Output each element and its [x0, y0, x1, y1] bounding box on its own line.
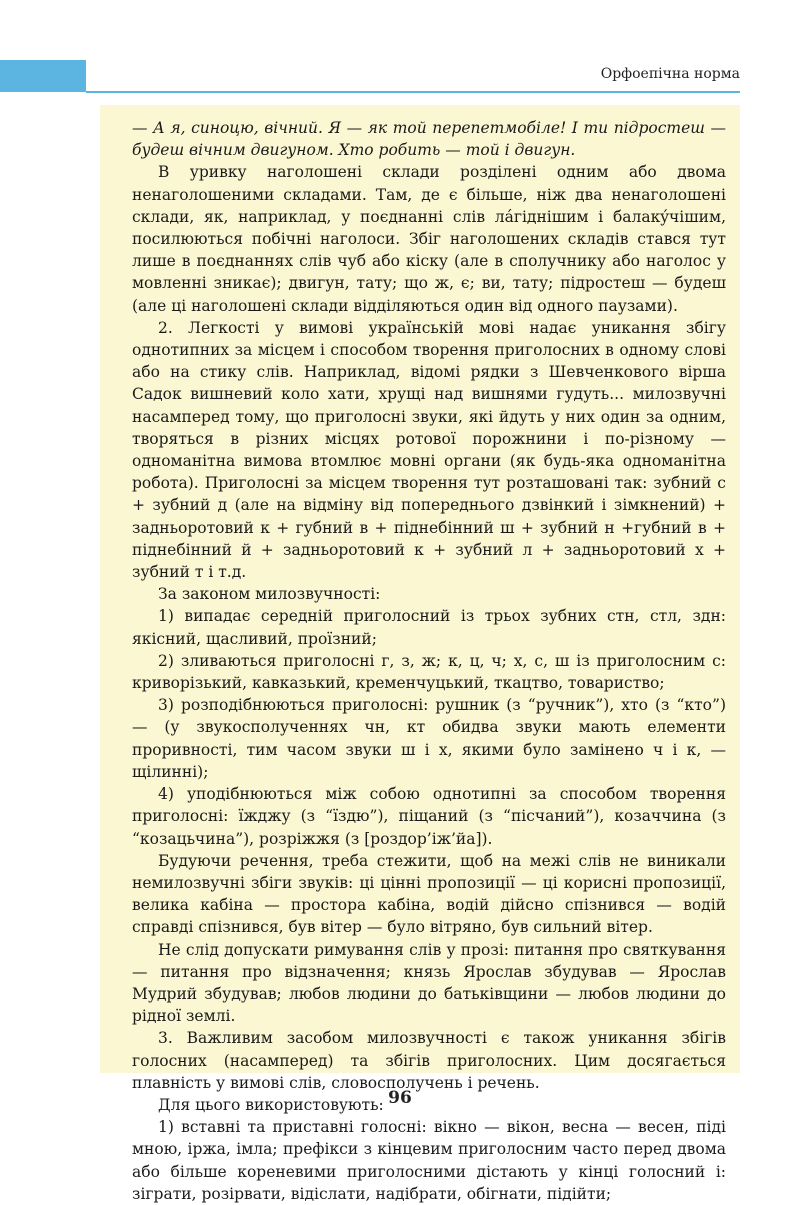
list-item: 1) вставні та приставні голосні: вікно — вікон, весна — весен, піді мною, іржа, імла; префікси з кінцевим приголосним часто перед двома або більше кореневими приголосними дістають у кінці голосний і: зіграти, розірвати, відіслати, надібрати, обігнати, підійти;: [132, 1118, 726, 1203]
paragraph: За законом милозвучності:: [158, 585, 381, 604]
section-color-tab: [0, 60, 86, 92]
running-title: Орфоепічна норма: [600, 66, 740, 82]
paragraph: Не слід допускати римування слів у прозі: питання про святкування — питання про відзначення; князь Ярослав збудував — Ярослав Мудрий збудував; любов людини до батьківщини — любов людини до рідної землі.: [132, 940, 726, 1026]
list-item: 3) розподібнюються приголосні: рушник (з “ручник”), хто (з “кто”) — (у звукосполученнях чн, кт обидва звуки мають елементи проривності, тим часом звуки ш і х, якими було замінено ч і к, — щілинні);: [132, 696, 726, 781]
paragraph: 2. Легкості у вимові українській мові надає уникання збігу однотипних за місцем і способом творення приголосних в одному слові або на стику слів. Наприклад, відомі рядки з Шевченкового вірша Садок вишневий коло хати, хрущі над вишнями гудуть... милозвучні насамперед тому, що приголосні звуки, які йдуть у них один за одним, творяться в різних місцях ротової порожнини і по-різному — одноманітна вимова втомлює мовні органи (як будь-яка одноманітна робота). Приголосні за місцем творення тут розташовані так: зубний с + зубний д (але на відміну від попереднього дзвінкий і зімкнений) + задньоротовий к + губний в + піднебінний ш + зубний н +губний в + піднебінний й + задньоротовий к + зубний л + задньоротовий х + зубний т і т.д.: [132, 318, 726, 582]
list-item: 4) уподібнюються між собою однотипні за способом творення приголосні: їжджу (з “їздю”), піщаний (з “пісчаний”), козаччина (з “козацьчина”), розріжжя (з [роздор’іж’йа]).: [132, 785, 726, 848]
paragraph-quote: — А я, синоцю, вічний. Я — як той перепетмобіле! І ти підростеш — будеш вічним двигуном. Хто робить — той і двигун.: [132, 119, 726, 160]
header-rule: [86, 91, 740, 93]
paragraph: Будуючи речення, треба стежити, щоб на межі слів не виникали немилозвучні збіги звуків: ці цінні пропозиції — ці корисні пропозиції, велика кабіна — простора кабіна, водій дійсно спізнився — водій справді спізнився, був вітер — було вітряно, був сильний вітер.: [132, 851, 726, 937]
list-item: 2) зливаються приголосні г, з, ж; к, ц, ч; х, с, ш із приголосним с: криворізький, кавказький, кременчуцький, ткацтво, товариство;: [132, 651, 726, 693]
list-item: 1) випадає середній приголосний із трьох зубних стн, стл, здн: якісний, щасливий, проїзний;: [132, 607, 726, 648]
page-number: 96: [388, 1088, 412, 1108]
paragraph: Для цього використовують:: [158, 1095, 384, 1114]
paragraph: 3. Важливим засобом милозвучності є також уникання збігів голосних (насамперед) та збігів приголосних. Цим досягається плавність у вимові слів, словосполучень і речень.: [132, 1029, 726, 1092]
paragraph: В уривку наголошені склади розділені одним або двома ненаголошеними складами. Там, де є більше, ніж два ненаголошені склади, як, наприклад, у поєднанні слів лáгіднішим і балакýчішим, посилюються побічні наголоси. Збіг наголошених складів стався тут лише в поєднаннях слів чуб або кіску (але в сполучнику або наголос у мовленні зникає); двигун, тату; що ж, є; ви, тату; підростеш — будеш (але ці наголошені склади відділяються один від одного паузами).: [132, 163, 726, 315]
